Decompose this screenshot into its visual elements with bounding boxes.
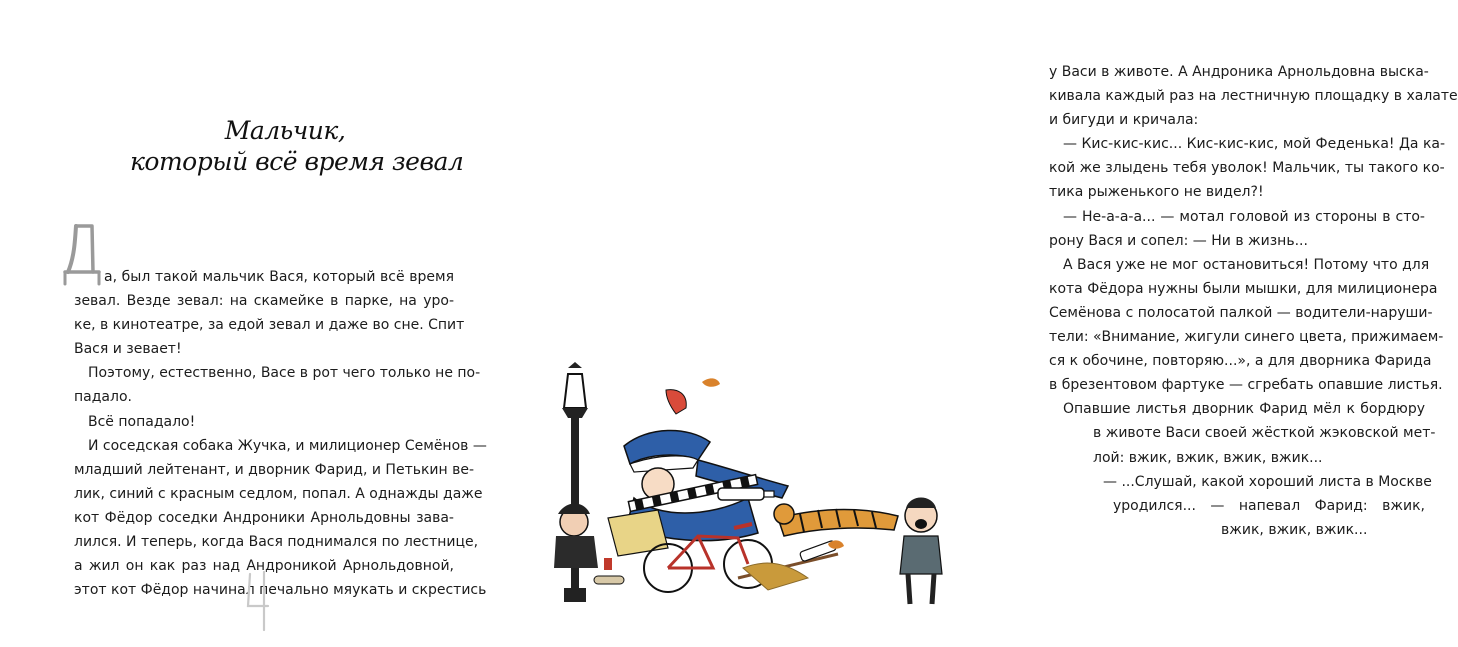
text-line: а жил он как раз над Андроникой Арнольдовной,: [74, 558, 454, 575]
text-line: кота Фёдора нужны были мышки, для милиционера: [1049, 280, 1438, 297]
text-line: лой: вжик, вжик, вжик, вжик...: [1093, 449, 1323, 466]
text-line: тика рыженького не видел?!: [1049, 184, 1264, 201]
text-line: кой же злыдень тебя уволок! Мальчик, ты такого ко-: [1049, 160, 1445, 177]
yawning-boy-figure: [900, 498, 942, 605]
text-line: зевал. Везде зевал: на скамейке в парке, на уро-: [74, 293, 454, 310]
text-line: вжик, вжик, вжик...: [1221, 521, 1368, 538]
text-line: — Не-а-а-а... — мотал головой из стороны в сто-: [1063, 208, 1425, 225]
chapter-title-line-2: который всё время зевал: [130, 147, 464, 176]
left-column-text: [74, 265, 487, 602]
chaos-illustration: [538, 368, 956, 611]
text-line: у Васи в животе. А Андроника Арнольдовна выска-: [1049, 64, 1429, 80]
chapter-title-line-1: Мальчик,: [224, 116, 346, 145]
text-line: уродился... — напевал Фарид: вжик,: [1113, 497, 1425, 514]
text-line: кот Фёдор соседки Андроники Арнольдовны зава-: [74, 509, 454, 526]
text-line: этот кот Фёдор начинал печально мяукать и скрестись: [74, 582, 487, 599]
text-line: — ...Слушай, какой хороший листа в Москве: [1103, 473, 1432, 490]
broom-icon: [738, 554, 838, 590]
text-line: Всё попадало!: [88, 413, 196, 430]
text-line: лился. И теперь, когда Вася поднимался по лестнице,: [74, 534, 479, 551]
text-line: А Вася уже не мог остановиться! Потому что для: [1063, 256, 1430, 273]
text-line: в брезентовом фартуке — сгребать опавшие листья.: [1049, 377, 1443, 394]
text-line: и бигуди и кричала:: [1049, 112, 1199, 129]
text-line: Опавшие листья дворник Фарид мёл к бордюру: [1063, 401, 1425, 418]
text-line: тели: «Внимание, жигули синего цвета, прижимаем-: [1049, 329, 1444, 346]
text-line: кивала каждый раз на лестничную площадку в халате: [1049, 88, 1458, 105]
text-line: младший лейтенант, и дворник Фарид, и Петькин ве-: [74, 461, 475, 478]
text-line: — Кис-кис-кис... Кис-кис-кис, мой Феденька! Да ка-: [1063, 136, 1446, 153]
page-number: [244, 568, 272, 634]
text-line: лик, синий с красным седлом, попал. А однажды даже: [74, 485, 483, 502]
text-line: Вася и зевает!: [74, 341, 182, 358]
text-line: ке, в кинотеатре, за едой зевал и даже во сне. Спит: [74, 317, 465, 334]
text-line: в животе Васи своей жёсткой жэковской мет-: [1093, 425, 1436, 442]
cat-figure: [774, 504, 898, 536]
text-line: падало.: [74, 389, 132, 406]
text-line: Семёнова с полосатой палкой — водители-наруши-: [1049, 304, 1433, 321]
right-column-text: [1049, 60, 1458, 542]
text-line: Поэтому, естественно, Васе в рот чего только не по-: [88, 365, 481, 382]
text-line: а, был такой мальчик Вася, который всё время: [104, 269, 454, 285]
chapter-title: [130, 115, 464, 177]
left-page: [0, 0, 500, 647]
text-line: И соседская собака Жучка, и милиционер Семёнов —: [88, 437, 487, 454]
text-line: ся к обочине, повторяю...», а для дворника Фарида: [1049, 353, 1432, 370]
text-line: рону Вася и сопел: — Ни в жизнь...: [1049, 232, 1308, 249]
